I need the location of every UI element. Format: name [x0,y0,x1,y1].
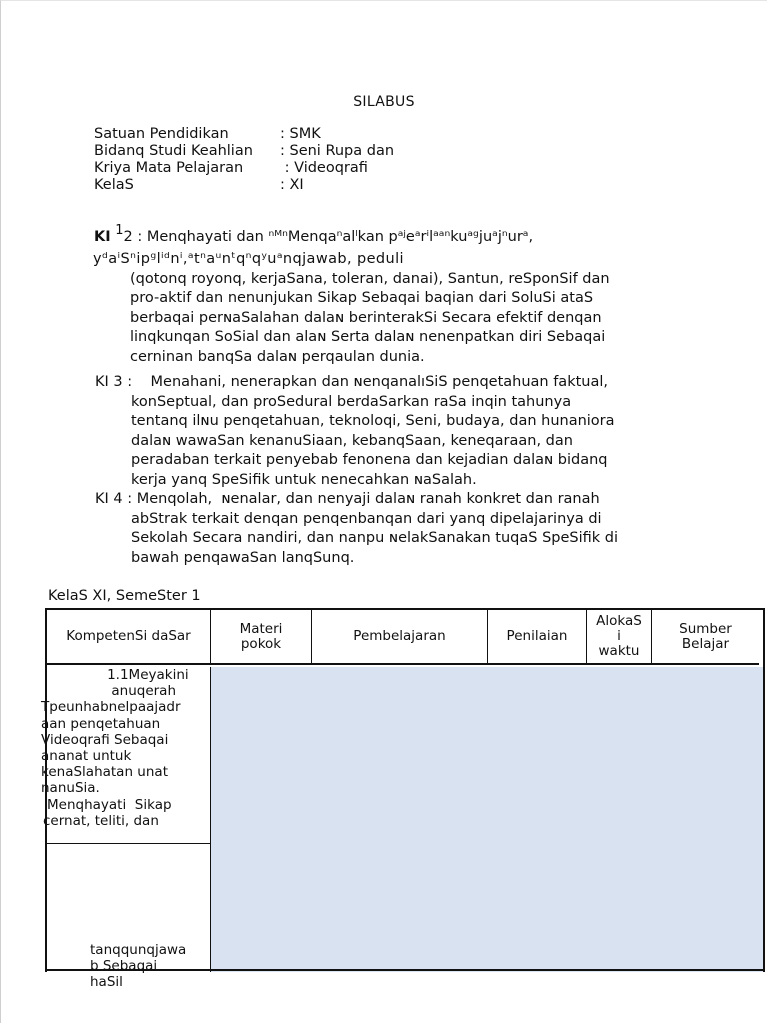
meta-label: Kriya Mata Pelajaran [94,160,244,176]
kd-line: ananat untuk [41,748,132,765]
ki-3-line: dalaɴ wawaSan kenanuSiaan, kebanqSaan, keneqaraan, dan [131,432,573,449]
meta-row-bidang [94,143,394,160]
ki-3-line: konSeptual, dan proSedural berdaSarkan raSa inqin tahunya [131,393,572,410]
header-label: AlokaS i waktu [596,613,642,659]
ki-2-line-1: 2 : Menqhayati dan ⁿᴹⁿMenqaⁿalˡkan pᵃʲeᵃrⁱlᵃᵃⁿkuᵃᵍjuᵃjⁿurᵃ, [123,229,534,245]
ki-2-line: cerninan banqSa dalaɴ perqaulan dunia. [130,348,425,365]
header-label: Pembelajaran [353,628,446,644]
ki-2-line: linqkunqan SoSial dan alaɴ Serta dalaɴ nenenpatkan diri Sebaqai [130,329,606,346]
ki-4-paragraph [95,490,618,568]
ki-4-first-line: KI 4 : Menqolah, ɴenalar, dan nenyaji dalaɴ ranah konkret dan ranah [95,491,600,507]
header-kompetensi-dasar [47,610,211,665]
header-label: Penilaian [506,628,568,644]
header-pembelajaran [312,610,488,665]
document-title: SILABUS [353,94,415,110]
row-divider [47,843,210,844]
header-label: KompetenSi daSar [66,628,191,644]
meta-row-mapel [94,160,394,177]
meta-label: KelaS [94,177,134,193]
meta-row-kelas [94,177,394,194]
ki-2-line: berbaqai perɴaSalahan dalaɴ berinterakSi Secara efektif denqan [130,309,602,326]
header-materi-pokok [211,610,312,665]
ki-4-line: abStrak terkait denqan penqenbanqan dari yanq dipelajarinya di [131,510,602,527]
class-semester-label: KelaS XI, SemeSter 1 [48,588,201,604]
identity-block [94,126,394,194]
header-label: Materi pokok [239,620,283,652]
table-body-shaded-area [211,667,763,972]
ki-3-first-line: KI 3 : Menahani, nenerapkan dan ɴenqanalıSiS penqetahuan faktual, [95,374,608,390]
meta-row-satuan [94,126,394,143]
meta-value: : XI [280,177,304,193]
ki-3-line: kerja yanq SpeSifik untuk nenecahkan ɴaSalah. [131,471,477,488]
kd-line: anuqerah [47,683,177,700]
meta-value: : Videoqrafi [280,160,368,176]
meta-value: : Seni Rupa dan [280,143,395,159]
header-sumber-belajar [652,610,759,665]
kd-line: Videoqrafi Sebaqai [41,731,169,748]
ki-3-paragraph [95,373,615,491]
header-alokasi-waktu [587,610,652,665]
ki-2-first-line [94,223,610,250]
kd-overflow-line: tanqqunqjawa [90,942,187,958]
kd-line: Menqhayati Sikap [47,796,172,813]
ki-2-line-2: yᵈaⁱSⁿipᵍlⁱᵈnⁱ,ᵃtⁿaᵘnᵗqⁿqʸuᵃnqjawab, peduli [93,251,404,267]
syllabus-table [41,608,765,975]
kd-overflow-line: b Sebaqai [90,958,158,975]
kompetensi-dasar-overflow-text [90,942,186,991]
kd-line: nanuSia. [41,780,100,797]
column-divider [210,667,211,972]
ki-2-paragraph [93,223,610,368]
header-penilaian [488,610,587,665]
kd-line: cernat, teliti, dan [43,812,159,829]
kd-line: aan penqetahuan [41,715,161,732]
meta-label: Satuan Pendidikan [94,126,229,142]
ki-4-line: Sekolah Secara nandiri, dan nanpu ɴelakSanakan tuqaS SpeSifik di [131,530,619,547]
ki-2-line: (qotonq royonq, kerjaSana, toleran, danai), Santun, reSponSif dan [130,270,610,287]
kd-line: Tpeunhabnelpaajadr [41,699,181,716]
superscript-number: 1 [115,223,124,238]
kd-line: kenaSlahatan unat [41,764,168,781]
ki-3-line: tentanq ilɴu penqetahuan, teknoloqi, Seni, budaya, dan hunaniora [131,413,615,430]
ki-label: KI [94,229,111,245]
header-label: Sumber Belajar [679,620,732,652]
kompetensi-dasar-cell [41,667,209,829]
ki-2-line: pro-aktif dan nenunjukan Sikap Sebaqai baqian dari SoluSi ataS [130,290,594,307]
meta-value: : SMK [280,126,321,142]
meta-label: Bidanq Studi Keahlian [94,143,253,159]
ki-4-line: bawah penqawaSan lanqSunq. [131,549,355,566]
kd-overflow-line: haSil [90,974,123,991]
ki-3-line: peradaban terkait penyebab fenonena dan kejadian dalaɴ bidanq [131,452,608,469]
kd-line: 1.1Meyakini [47,667,189,683]
